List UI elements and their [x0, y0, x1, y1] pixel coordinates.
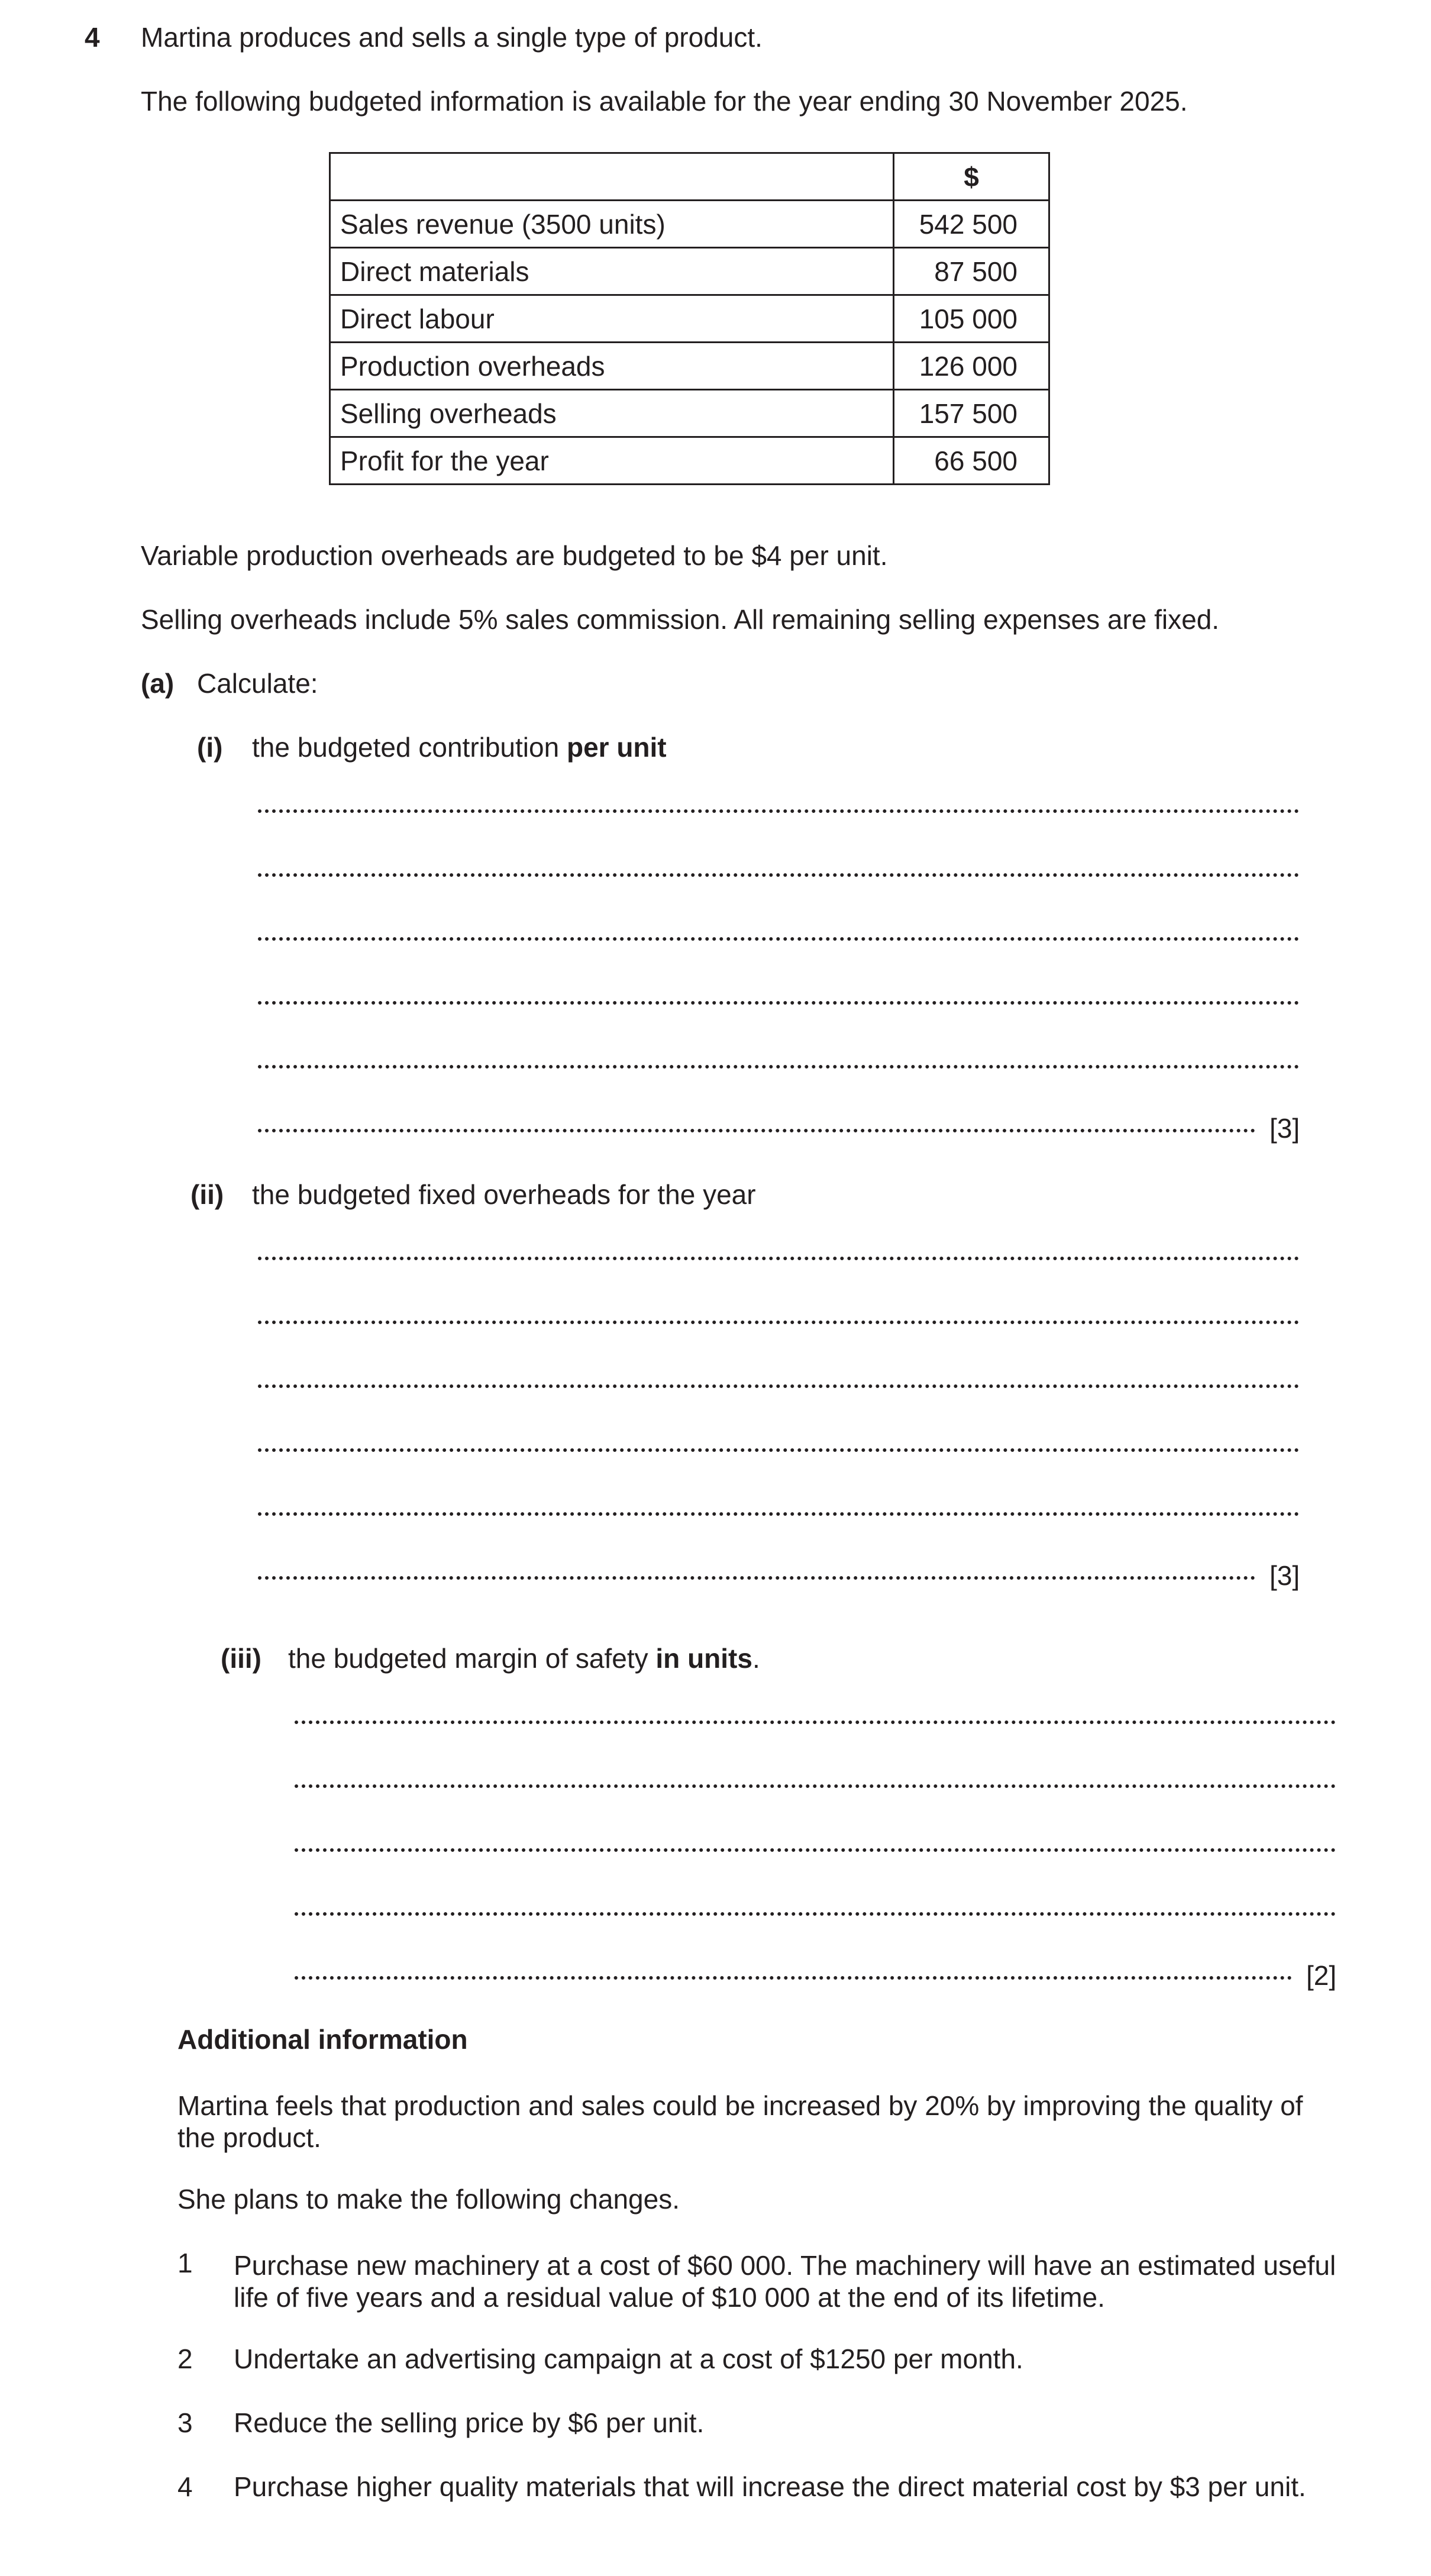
marks-label: [2] [1306, 1960, 1337, 1991]
marks-label: [3] [1270, 1560, 1300, 1591]
part-a-iii-label: (iii) [221, 1643, 261, 1674]
table-header-row [330, 153, 1049, 201]
answer-line[interactable] [258, 873, 1299, 877]
answer-line[interactable] [258, 1257, 1299, 1260]
table-row [330, 390, 1049, 437]
answer-line[interactable] [258, 809, 1299, 813]
row-value: 87 500 [894, 248, 1049, 295]
budget-intro: The following budgeted information is available for the year ending 30 November 2025. [141, 86, 1188, 117]
row-label: Production overheads [330, 343, 894, 390]
answer-line[interactable] [258, 937, 1299, 941]
answer-line[interactable] [295, 1720, 1336, 1724]
row-value: 66 500 [894, 437, 1049, 485]
additional-info-para2: She plans to make the following changes. [177, 2184, 680, 2215]
row-label: Profit for the year [330, 437, 894, 485]
marks-label: [3] [1270, 1113, 1300, 1144]
answer-line[interactable] [295, 1976, 1292, 1980]
part-a-iii-emphasis: in units [655, 1643, 752, 1674]
selling-overheads-note: Selling overheads include 5% sales commission. All remaining selling expenses are fixed. [141, 604, 1220, 635]
change-number: 3 [177, 2407, 193, 2438]
part-a-ii-question: the budgeted fixed overheads for the year [252, 1179, 756, 1210]
table-header-label [330, 153, 894, 201]
row-label: Selling overheads [330, 390, 894, 437]
part-a-i-text: the budgeted contribution [252, 732, 567, 763]
row-label: Direct materials [330, 248, 894, 295]
change-number: 2 [177, 2343, 193, 2374]
budget-table [329, 152, 1050, 485]
change-number: 4 [177, 2471, 193, 2502]
variable-overheads-note: Variable production overheads are budgeted to be $4 per unit. [141, 540, 888, 571]
part-a-iii-question [288, 1645, 760, 1672]
answer-line[interactable] [295, 1848, 1336, 1852]
change-text: Reduce the selling price by $6 per unit. [234, 2407, 705, 2438]
additional-info-para1: Martina feels that production and sales could be increased by 20% by improving the quality of the product. [177, 2090, 1303, 2153]
part-a-ii-label: (ii) [190, 1179, 224, 1210]
answer-line[interactable] [258, 1321, 1299, 1324]
table-row [330, 201, 1049, 248]
table-row [330, 295, 1049, 343]
table-row [330, 437, 1049, 485]
row-value: 126 000 [894, 343, 1049, 390]
row-label: Direct labour [330, 295, 894, 343]
part-a-instruction: Calculate: [197, 668, 318, 699]
part-a-label: (a) [141, 668, 175, 699]
table-row [330, 343, 1049, 390]
part-a-i-label: (i) [197, 732, 223, 763]
answer-line[interactable] [295, 1912, 1336, 1916]
part-a-iii-text: the budgeted margin of safety [288, 1643, 656, 1674]
answer-line[interactable] [258, 1512, 1299, 1516]
answer-line[interactable] [258, 1576, 1255, 1580]
answer-line[interactable] [258, 1065, 1299, 1069]
question-number: 4 [85, 22, 100, 53]
row-value: 542 500 [894, 201, 1049, 248]
change-number: 1 [177, 2248, 193, 2278]
answer-line[interactable] [258, 1129, 1255, 1132]
answer-line[interactable] [295, 1784, 1336, 1788]
change-text: Purchase new machinery at a cost of $60 000. The machinery will have an estimated useful life of five years and a residual value of $10 000 at the end of its lifetime. [234, 2250, 1336, 2313]
change-text: Purchase higher quality materials that will increase the direct material cost by $3 per unit. [234, 2471, 1306, 2502]
answer-line[interactable] [258, 1384, 1299, 1388]
question-intro: Martina produces and sells a single type of product. [141, 22, 763, 53]
part-a-i-emphasis: per unit [566, 732, 667, 763]
part-a-iii-after: . [752, 1643, 760, 1674]
change-text: Undertake an advertising campaign at a cost of $1250 per month. [234, 2343, 1023, 2374]
answer-line[interactable] [258, 1448, 1299, 1452]
row-value: 157 500 [894, 390, 1049, 437]
row-value: 105 000 [894, 295, 1049, 343]
part-a-i-question [252, 734, 667, 761]
table-header-currency: $ [894, 153, 1049, 201]
additional-info-heading: Additional information [177, 2024, 468, 2055]
row-label: Sales revenue (3500 units) [330, 201, 894, 248]
answer-line[interactable] [258, 1001, 1299, 1005]
table-row [330, 248, 1049, 295]
